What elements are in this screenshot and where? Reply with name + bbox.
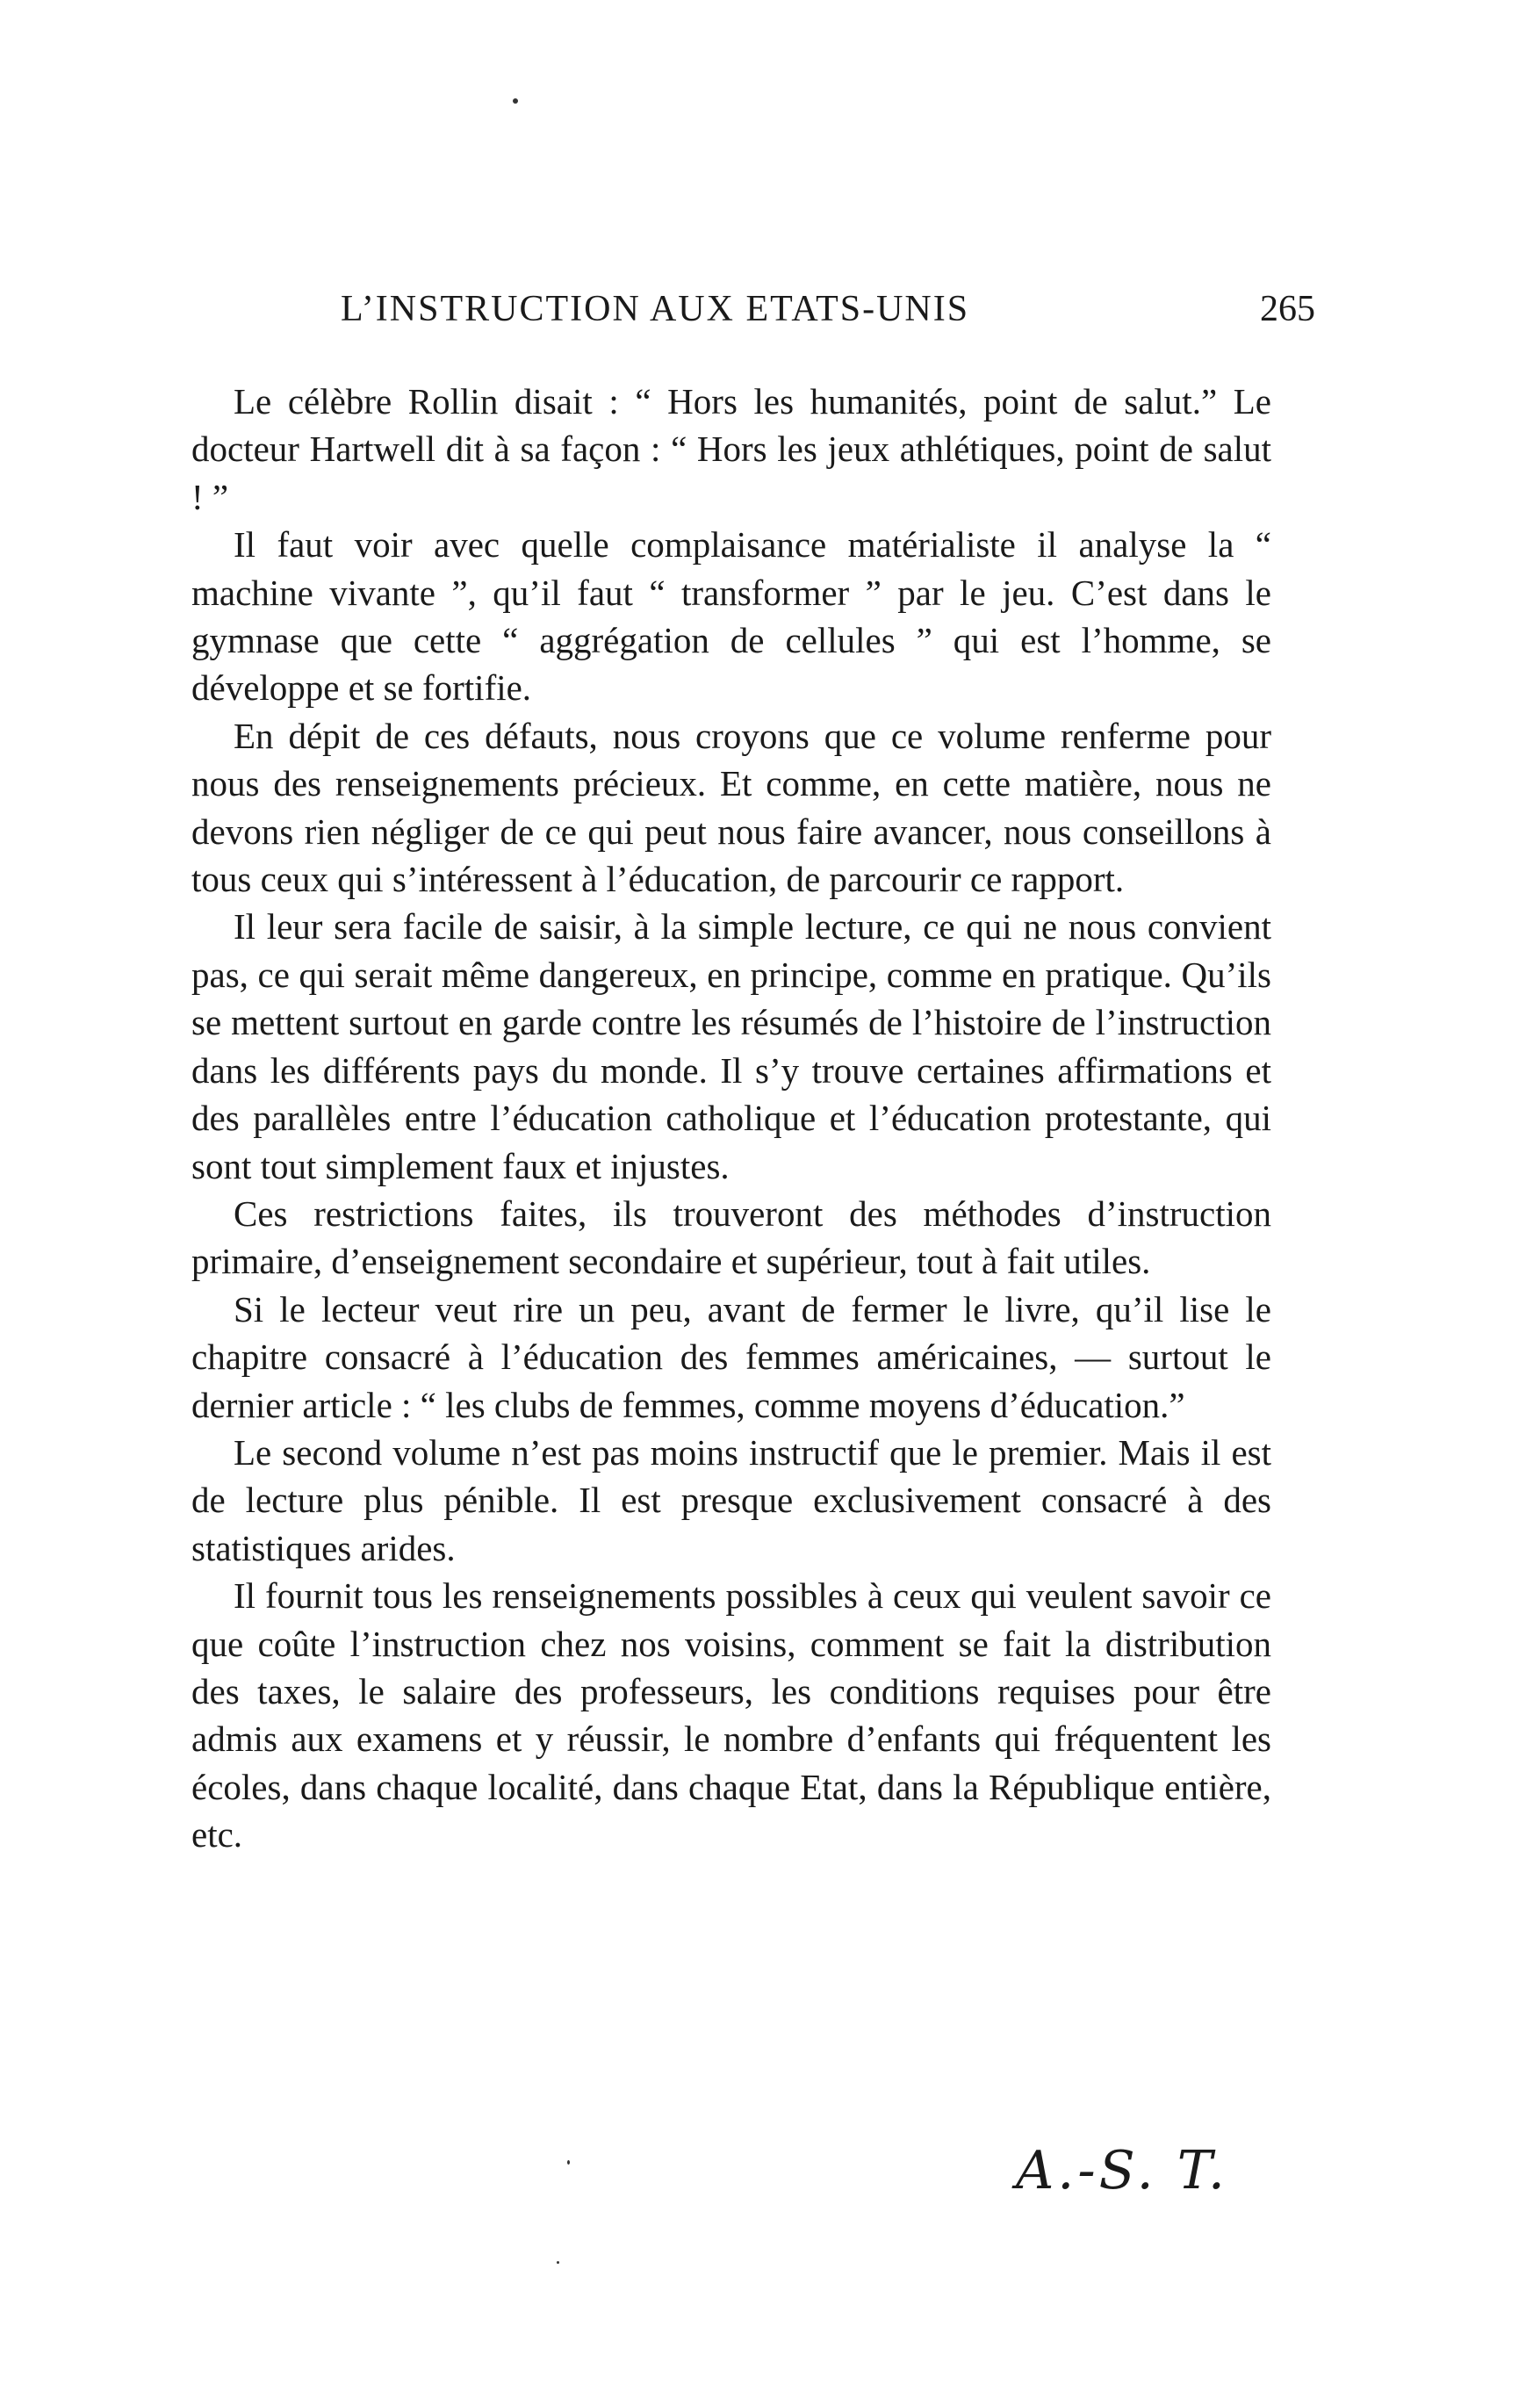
paragraph: Si le lecteur veut rire un peu, avant de fermer le livre, qu’il lise le chapitre consacré à l’éducation des femmes américaines, — surtout le dernier article : “ les clubs de femmes, comme moyens d’éducation.” [191,1288,1271,1425]
paragraph: Le célèbre Rollin disait : “ Hors les humanités, point de salut.” Le docteur Hartwell dit à sa façon : “ Hors les jeux athlétiques, point de salut ! ” [191,381,1271,517]
body-text [191,378,1271,1859]
ink-speck [557,2261,559,2264]
paragraph: Il leur sera facile de saisir, à la simple lecture, ce qui ne nous convient pas, ce qui serait même dangereux, en principe, comme en pratique. Qu’ils se mettent surtout en garde contre les résumés de l’histoire de l’instruction dans les différents pays du monde. Il s’y trouve certaines affirmations et des parallèles entre l’éducation catholique et l’éducation protestante, qui sont tout simplement faux et injustes. [191,906,1271,1186]
running-title: L’INSTRUCTION AUX ETATS-UNIS [341,289,970,329]
paragraph: Ces restrictions faites, ils trouveront des méthodes d’instruction primaire, d’enseignement secondaire et supérieur, tout à fait utiles. [191,1192,1271,1282]
page-header [341,283,1315,335]
ink-speck [567,2160,570,2165]
page-number: 265 [1260,289,1315,329]
paragraph: Il faut voir avec quelle complaisance matérialiste il analyse la “ machine vivante ”, qu’il faut “ transformer ” par le jeu. C’est dans le gymnase que cette “ aggrégation de cellules ” qui est l’homme, se développe et se fortifie. [191,524,1271,709]
paragraph: En dépit de ces défauts, nous croyons que ce volume renferme pour nous des renseignements précieux. Et comme, en cette matière, nous ne devons rien négliger de ce qui peut nous faire avancer, nous conseillons à tous ceux qui s’intéressent à l’éducation, de parcourir ce rapport. [191,715,1271,900]
author-signature: A.-S. T. [1015,2140,1228,2201]
ink-speck [513,98,518,104]
paragraph: Le second volume n’est pas moins instructif que le premier. Mais il est de lecture plus pénible. Il est presque exclusivement consacré à des statistiques arides. [191,1431,1271,1568]
paragraph: Il fournit tous les renseignements possibles à ceux qui veulent savoir ce que coûte l’instruction chez nos voisins, comment se fait la distribution des taxes, le salaire des professeurs, les conditions requises pour être admis aux examens et y réussir, le nombre d’enfants qui fréquentent les écoles, dans chaque localité, dans chaque Etat, dans la République entière, etc. [191,1575,1271,1855]
